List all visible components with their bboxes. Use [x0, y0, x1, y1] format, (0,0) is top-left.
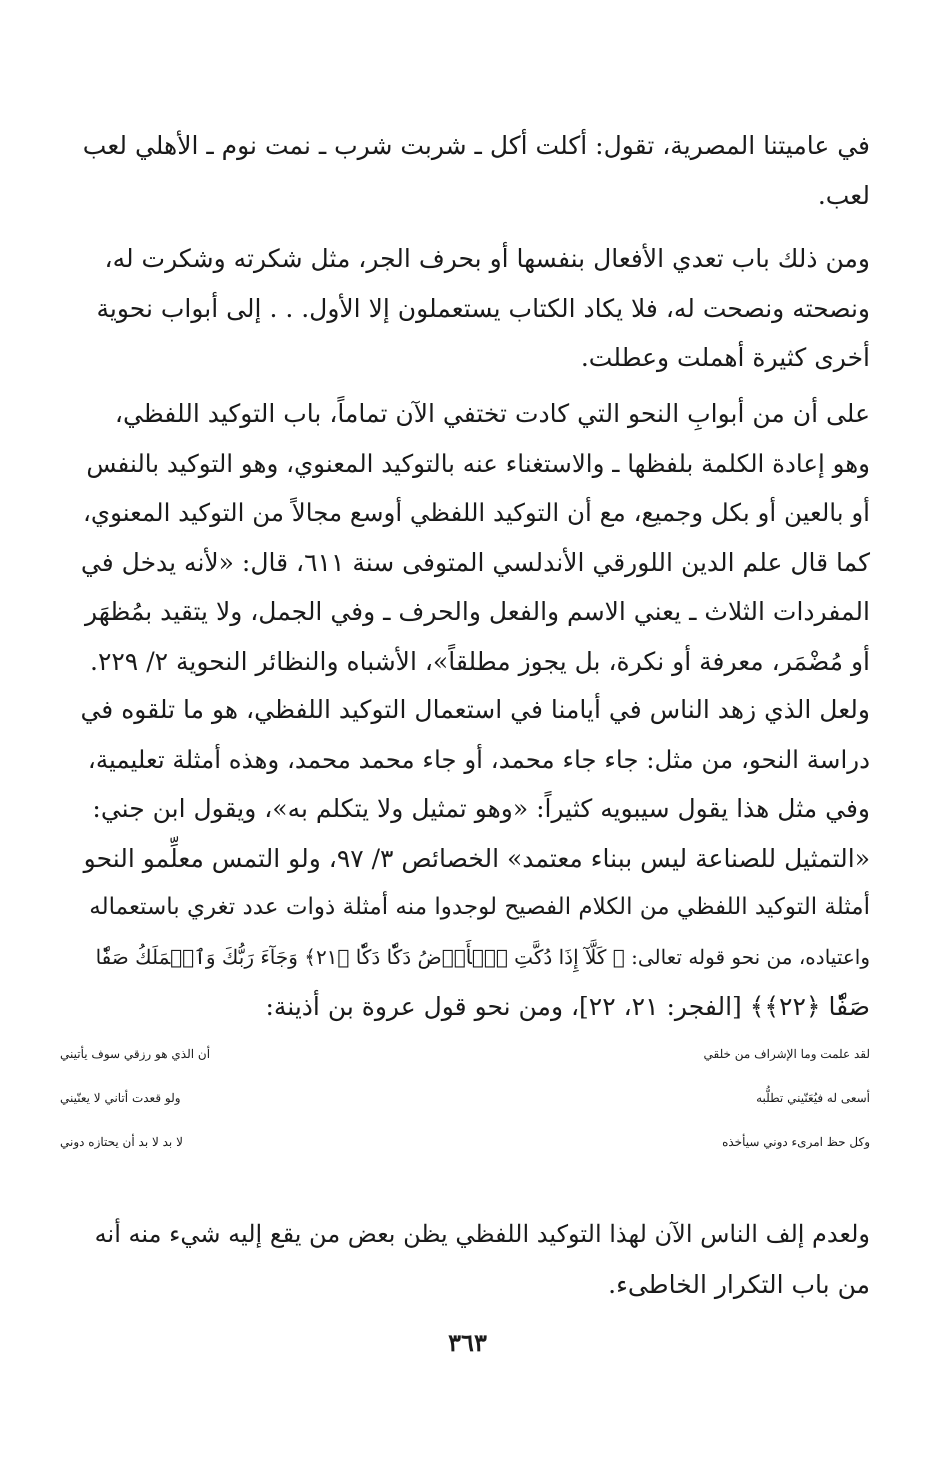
text-line: «التمثيل للصناعة ليس ببناء معتمد» الخصائص ٣/ ٩٧، ولو التمس معلِّمو النحو: [83, 843, 870, 873]
text-line: من باب التكرار الخاطىء.: [608, 1269, 870, 1299]
paragraph-closing: [80, 1210, 870, 1309]
verse-first-hemistich: أسعى له فيُعَنّيني تطلُّبه: [756, 1091, 870, 1105]
verse-second-hemistich: ولو قعدت أتاني لا يعنّيني: [60, 1091, 181, 1105]
verse-line: [60, 1032, 870, 1076]
text-line: ومن ذلك باب تعدي الأفعال بنفسها أو بحرف الجر، مثل شكرته وشكرت له،: [104, 244, 870, 273]
text-line: أو مُضْمَر، معرفة أو نكرة، بل يجوز مطلقاً»، الأشباه والنظائر النحوية ٢/ ٢٢٩.: [90, 646, 870, 676]
verse-second-hemistich: أن الذي هو رزقي سوف يأتيني: [60, 1047, 211, 1061]
text-line: وفي مثل هذا يقول سيبويه كثيراً: «وهو تمثيل ولا يتكلم به»، ويقول ابن جني:: [92, 794, 870, 823]
text-line: في عاميتنا المصرية، تقول: أكلت أكل ـ شربت شرب ـ نمت نوم ـ الأهلي لعب: [82, 131, 870, 160]
verse-line: [60, 1120, 870, 1164]
text-line: أو بالعين أو بكل وجميع، مع أن التوكيد اللفظي أوسع مجالاً من التوكيد المعنوي،: [83, 498, 870, 527]
page-number: ٣٦٣: [448, 1328, 487, 1357]
paragraph-verb-transitivity: [80, 234, 870, 383]
quran-quote-line: صَفّٗا ﴿٢٢﴾﴾ [الفجر: ٢١، ٢٢]، ومن نحو قول عروة بن أذينة:: [265, 992, 870, 1021]
text-line: أخرى كثيرة أهملت وعطلت.: [580, 343, 870, 372]
text-line: دراسة النحو، من مثل: جاء جاء محمد، أو جاء محمد محمد، وهذه أمثلة تعليمية،: [87, 744, 870, 774]
verse-line: [60, 1076, 870, 1120]
paragraph-verbal-emphasis: [80, 389, 870, 686]
quran-quote-line: واعتياده، من نحو قوله تعالى: ﴿ كَلَّآ إِذَا دُكَّتِ ٱلۡأَرۡضُ دَكّٗا دَكّٗا ﴿٢١﴾ وَجَآءَ رَبُّكَ وَٱلۡمَلَكُ صَفّٗا: [95, 944, 870, 969]
verse-first-hemistich: لقد علمت وما الإشراف من خلقي: [703, 1047, 870, 1061]
text-line: لعب.: [817, 180, 870, 210]
text-line: وهو إعادة الكلمة بلفظها ـ والاستغناء عنه بالتوكيد المعنوي، وهو التوكيد بالنفس: [86, 448, 870, 478]
text-line: على أن من أبوابِ النحو التي كادت تختفي الآن تماماً، باب التوكيد اللفظي،: [114, 399, 870, 428]
paragraph-teaching-examples: [80, 685, 870, 1032]
text-line: ولعل الذي زهد الناس في أيامنا في استعمال التوكيد اللفظي، هو ما تلقوه في: [80, 695, 870, 724]
text-line: كما قال علم الدين اللورقي الأندلسي المتوفى سنة ٦١١، قال: «لأنه يدخل في: [80, 547, 870, 577]
text-line: ونصحته ونصحت له، فلا يكاد الكتاب يستعملون إلا الأول. . . إلى أبواب نحوية: [96, 293, 870, 323]
verse-second-hemistich: لا بد لا بد أن يحتازه دوني: [60, 1135, 183, 1149]
paragraph-colloquial-example: [80, 121, 870, 220]
poem-verses: [60, 1032, 870, 1164]
text-line: ولعدم إلف الناس الآن لهذا التوكيد اللفظي يظن بعض من يقع إليه شيء منه أنه: [94, 1220, 870, 1248]
text-line: المفردات الثلاث ـ يعني الاسم والفعل والحرف ـ وفي الجمل، ولا يتقيد بمُظهَر: [85, 597, 870, 626]
text-line: أمثلة التوكيد اللفظي من الكلام الفصيح لوجدوا منه أمثلة ذوات عدد تغري باستعماله: [89, 894, 870, 920]
verse-first-hemistich: وكل حظ امرىء دوني سيأخذه: [722, 1135, 870, 1149]
